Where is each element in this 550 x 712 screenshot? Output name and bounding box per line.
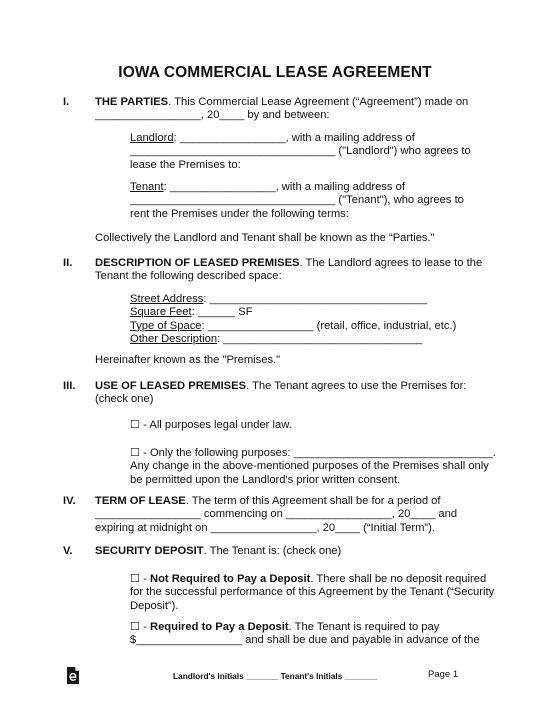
parties-collective: Collectively the Landlord and Tenant shall be known as the “Parties.” <box>95 232 435 244</box>
use-option-specific: ☐ - Only the following purposes: ________________________________. Any change in the above-mentioned purposes of the Premises shall only be permitted upon the Landlord's prior written consent. <box>130 447 496 486</box>
checkbox-all-purposes[interactable]: ☐ <box>130 419 141 431</box>
section-number: V. <box>63 545 73 557</box>
use-option-all-purposes: ☐ - All purposes legal under law. <box>130 419 292 431</box>
section-heading: USE OF LEASED PREMISES <box>95 380 247 392</box>
section-heading: DESCRIPTION OF LEASED PREMISES <box>95 257 300 269</box>
document-page: IOWA COMMERCIAL LEASE AGREEMENT I. THE PARTIES. This Commercial Lease Agreement (“Agreement”) made on _________________, 20____ by and between: Landlord: _________________, with a mailing address of _________________________________ ("Landlord") who agrees to lease the Premises to: Tenant: _________________, with a mailing address of _________________________________ ("Tenant"), who agrees to rent the Premises under the following terms: Collectively the Landlord and Tenant shall be known as the “Parties.” II. DESCRIPTION OF LEASED PREMISES. The Landlord agrees to lease to the Tenant the following described space: Street Address: ___________________________________ Square Feet: ______ SF Type of Space: _________________ (retail, office, industrial, etc.) Other Description: ________________________________ Hereinafter known as the "Premises." III. USE OF LEASED PREMISES. The Tenant agrees to use the Premises for: (check one) ☐ - All purposes legal under law. ☐ - Only the following purposes: ________________________________. Any change in the above-mentioned purposes of the Premises shall only be permitted upon the Landlord's prior written consent. IV. TERM OF LEASE. The term of this Agreement shall be for a period of _________________ commencing on _________________, 20____ and expiring at midnight on _________________, 20____ (“Initial Term”). V. SECURITY DEPOSIT. The Tenant is: (check one) ☐ - Not Required to Pay a Deposit. There shall be no deposit required for the successful performance of this Agreement by the Tenant (“Security Deposit”). ☐ - Required to Pay a Deposit. The Tenant is required to pay $_________________ and shall be due and payable in advance of the Landlord's Initials _______ Tenant's Initials _______ Page 1 <box>0 0 550 712</box>
page-number: Page 1 <box>428 669 459 680</box>
section-heading: THE PARTIES <box>95 96 169 108</box>
tenant-label: Tenant <box>130 181 164 193</box>
premises-hereinafter: Hereinafter known as the "Premises." <box>95 354 281 366</box>
street-address-label: Street Address <box>130 293 204 305</box>
checkbox-specific-purposes[interactable]: ☐ <box>130 447 141 459</box>
premises-details: Street Address: ___________________________________ Square Feet: ______ SF Type of Space: _________________ (retail, office, industrial, etc.) Other Description: ________________________________ <box>130 293 457 346</box>
deposit-option-required: ☐ - Required to Pay a Deposit. The Tenant is required to pay $_________________ and shall be due and payable in advance of the <box>130 621 480 647</box>
other-description-label: Other Description <box>130 333 218 346</box>
section-number: II. <box>63 257 73 269</box>
section-number: I. <box>63 96 70 108</box>
section-number: III. <box>63 380 76 392</box>
footer-initials: Landlord's Initials _______ Tenant's Initials _______ <box>173 671 377 681</box>
section-heading: TERM OF LEASE <box>95 495 186 507</box>
landlord-block: Landlord: _________________, with a mailing address of _________________________________ ("Landlord") who agrees to lease the Premises to: <box>130 132 471 171</box>
checkbox-deposit-required[interactable]: ☐ <box>130 621 141 633</box>
type-of-space-label: Type of Space <box>130 319 202 332</box>
section-heading: SECURITY DEPOSIT <box>95 545 204 557</box>
landlord-label: Landlord <box>130 132 174 144</box>
section-number: IV. <box>63 495 76 507</box>
checkbox-deposit-not-required[interactable]: ☐ <box>130 573 141 585</box>
tenant-block: Tenant: _________________, with a mailing address of _________________________________ ("Tenant"), who agrees to rent the Premises under the following terms: <box>130 181 464 220</box>
square-feet-label: Square Feet <box>130 306 192 319</box>
deposit-option-not-required: ☐ - Not Required to Pay a Deposit. There shall be no deposit required for the successful performance of this Agreement by the Tenant (“Security Deposit”). <box>130 573 495 612</box>
document-title: IOWA COMMERCIAL LEASE AGREEMENT <box>118 64 432 81</box>
